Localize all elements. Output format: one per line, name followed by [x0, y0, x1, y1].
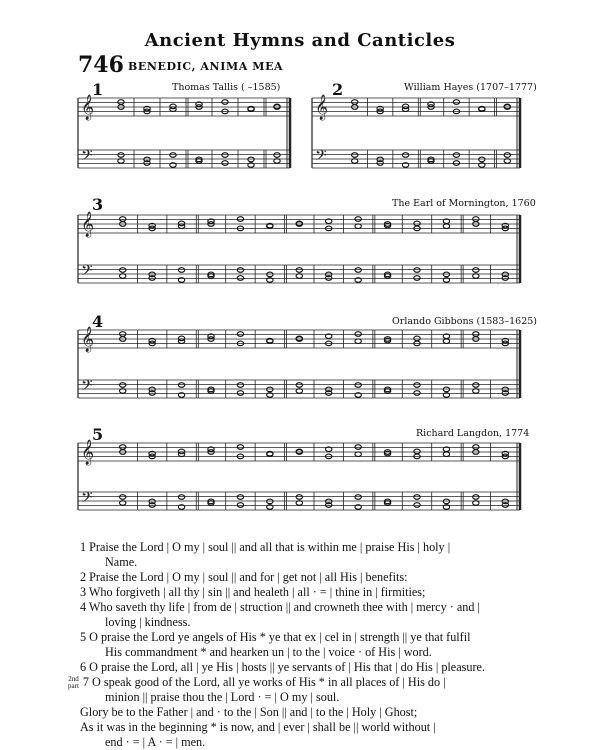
chant-number-2: 2: [332, 80, 344, 99]
svg-text:𝄞: 𝄞: [315, 95, 329, 120]
verse-line: 6 O praise the Lord, all | ye His | hosts || ye servants of | His that | do His | pleasure.: [80, 660, 485, 674]
composer-1: Thomas Tallis ( –1585): [172, 82, 281, 93]
hymn-number: 746: [78, 52, 124, 78]
page-header: Ancient Hymns and Canticles: [144, 30, 456, 51]
composer-5: Richard Langdon, 1774: [416, 428, 530, 439]
verse-line: minion || praise thou the | Lord · = | O my | soul.: [105, 690, 340, 705]
svg-text:𝄢: 𝄢: [81, 147, 93, 168]
verse-line: loving | kindness.: [105, 615, 191, 629]
chant-number-4: 4: [92, 312, 104, 331]
verse-line: 2nd part 7 O speak good of the Lord, all ye works of His * in all places of | His do |: [68, 675, 446, 691]
verse-line: Glory be to the Father | and · to the | Son || and | to the | Holy | Ghost;: [80, 705, 418, 720]
verse-line: end · = | A · = | men.: [105, 735, 206, 750]
verse-line: As it was in the beginning * is now, and | ever | shall be || world without |: [80, 720, 436, 735]
verse-line: Name.: [105, 555, 138, 569]
svg-text:𝄞: 𝄞: [81, 95, 95, 120]
hymn-title: BENEDIC, ANIMA MEA: [128, 60, 284, 73]
verse-line: 4 Who saveth thy life | from de | struction || and crowneth thee with | mercy · and |: [80, 600, 480, 614]
svg-text:𝄞: 𝄞: [81, 212, 95, 237]
svg-text:𝄢: 𝄢: [81, 377, 93, 398]
svg-text:𝄞: 𝄞: [81, 327, 95, 352]
chant-number-3: 3: [92, 195, 104, 214]
verse-line: 2 Praise the Lord | O my | soul || and for | get not | all His | benefits:: [80, 570, 408, 584]
composer-2: William Hayes (1707–1777): [404, 82, 537, 93]
composer-3: The Earl of Mornington, 1760: [392, 198, 536, 209]
composer-4: Orlando Gibbons (1583–1625): [392, 316, 538, 327]
chant-number-1: 1: [92, 80, 104, 99]
svg-text:𝄢: 𝄢: [315, 147, 327, 168]
svg-text:𝄢: 𝄢: [81, 262, 93, 283]
verse-line: His commandment * and hearken un | to the | voice · of His | word.: [105, 645, 432, 659]
svg-text:𝄞: 𝄞: [81, 440, 95, 465]
verse-line: 3 Who forgiveth | all thy | sin || and healeth | all · = | thine in | firmities;: [80, 585, 426, 599]
canticle-text: [68, 540, 540, 750]
part-mark: 2nd part: [68, 675, 79, 691]
verse-line: 1 Praise the Lord | O my | soul || and all that is within me | praise His | holy |: [80, 540, 451, 554]
verse-line: 5 O praise the Lord ye angels of His * ye that ex | cel in | strength || ye that fulfil: [80, 630, 471, 644]
chant-number-5: 5: [92, 425, 104, 444]
svg-text:𝄢: 𝄢: [81, 489, 93, 510]
